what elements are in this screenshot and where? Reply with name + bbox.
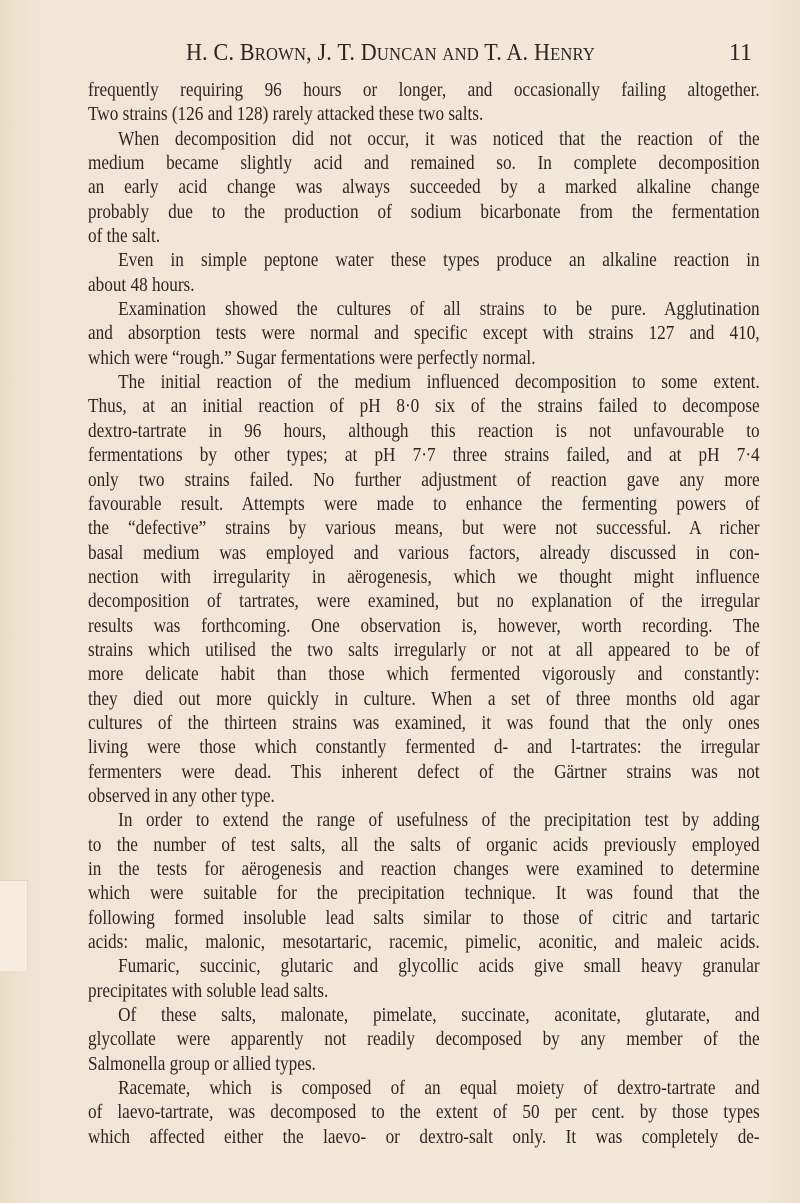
text-line: only two strains failed. No further adjustment of reaction gave any more [88, 468, 760, 491]
text-line: fermentations by other types; at pH 7·7 three strains failed, and at pH 7·4 [88, 444, 760, 467]
author-2-surname: UNCAN [376, 44, 437, 64]
text-line: following formed insoluble lead salts similar to those of citric and tartaric [88, 906, 760, 929]
text-line: of the salt. [88, 225, 161, 248]
text-line: in the tests for aërogenesis and reaction changes were examined to determine [88, 858, 760, 880]
author-1-surname-cap: B [239, 40, 255, 66]
text-line: Fumaric, succinic, glutaric and glycollic acids give small heavy granular [118, 955, 760, 978]
text-line: decomposition of tartrates, were examined, but no explanation of the irregular [88, 590, 760, 613]
body-text [88, 78, 760, 1149]
author-1-initials: H. C. [186, 40, 240, 66]
author-3-surname: ENRY [550, 44, 596, 64]
text-line: strains which utilised the two salts irregularly or not at all appeared to be of [88, 638, 760, 661]
text-line: Two strains (126 and 128) rarely attacked these two salts. [88, 103, 484, 126]
running-header [0, 40, 800, 74]
text-line: observed in any other type. [88, 784, 275, 807]
text-line: they died out more quickly in culture. When a set of three months old agar [88, 687, 760, 710]
text-line: fermenters were dead. This inherent defect of the Gärtner strains was not [88, 760, 760, 783]
separator: , [306, 40, 318, 66]
text-line: the “defective” strains by various means, but were not successful. A richer [88, 517, 760, 540]
text-line: Even in simple peptone water these types produce an alkaline reaction in [118, 249, 760, 272]
author-3-surname-cap: H [533, 40, 551, 66]
text-line: When decomposition did not occur, it was noticed that the reaction of the [118, 127, 760, 150]
text-line: an early acid change was always succeeded by a marked alkaline change [88, 176, 760, 199]
page-number: 11 [728, 40, 752, 66]
and-conjunction: AND [442, 44, 479, 64]
author-1-surname: ROWN [254, 44, 307, 64]
text-line: of laevo-tartrate, was decomposed to the extent of 50 per cent. by those types [88, 1101, 760, 1124]
text-line: dextro-tartrate in 96 hours, although this reaction is not unfavourable to [88, 419, 760, 442]
page-edge-tab [0, 880, 28, 971]
text-line: which were “rough.” Sugar fermentations were perfectly normal. [88, 346, 536, 369]
author-2-surname-cap: D [360, 40, 377, 66]
text-line: cultures of the thirteen strains was examined, it was found that the only ones [88, 711, 760, 734]
text-line: favourable result. Attempts were made to enhance the fermenting powers of [88, 492, 760, 515]
text-line: which were suitable for the precipitation technique. It was found that the [88, 882, 760, 905]
text-line: acids: malic, malonic, mesotartaric, racemic, pimelic, aconitic, and maleic acids. [88, 931, 760, 954]
author-3-initials: T. A. [484, 40, 534, 66]
text-line: Salmonella group or allied types. [88, 1052, 316, 1075]
text-line: nection with irregularity in aërogenesis, which we thought might influence [88, 565, 760, 588]
text-line: Racemate, which is composed of an equal moiety of dextro-tartrate and [118, 1077, 760, 1100]
text-line: Thus, at an initial reaction of pH 8·0 six of the strains failed to decompose [88, 395, 760, 418]
text-line: glycollate were apparently not readily decomposed by any member of the [88, 1028, 760, 1051]
text-line: basal medium was employed and various factors, already discussed in con- [88, 541, 760, 564]
text-line: to the number of test salts, all the salts of organic acids previously employed [88, 833, 760, 856]
text-line: results was forthcoming. One observation is, however, worth recording. The [88, 614, 760, 637]
text-line: more delicate habit than those which fermented vigorously and constantly: [88, 663, 760, 686]
text-line: frequently requiring 96 hours or longer, and occasionally failing altogether. [88, 79, 760, 101]
running-head-authors [186, 40, 595, 67]
text-line: probably due to the production of sodium bicarbonate from the fermentation [88, 200, 760, 223]
text-line: precipitates with soluble lead salts. [88, 979, 329, 1002]
text-line: about 48 hours. [88, 273, 195, 296]
text-line: Of these salts, malonate, pimelate, succinate, aconitate, glutarate, and [118, 1004, 760, 1027]
text-line: and absorption tests were normal and specific except with strains 127 and 410, [88, 322, 760, 345]
text-line: which affected either the laevo- or dextro-salt only. It was completely de- [88, 1125, 760, 1148]
text-line: living were those which constantly fermented d- and l-tartrates: the irregular [88, 736, 760, 759]
text-line: Examination showed the cultures of all strains to be pure. Agglutination [118, 298, 760, 321]
author-2-initials: J. T. [317, 40, 361, 66]
text-line: medium became slightly acid and remained so. In complete decomposition [88, 152, 760, 175]
text-line: In order to extend the range of usefulness of the precipitation test by adding [118, 809, 760, 832]
text-line: The initial reaction of the medium influenced decomposition to some extent. [118, 371, 760, 394]
